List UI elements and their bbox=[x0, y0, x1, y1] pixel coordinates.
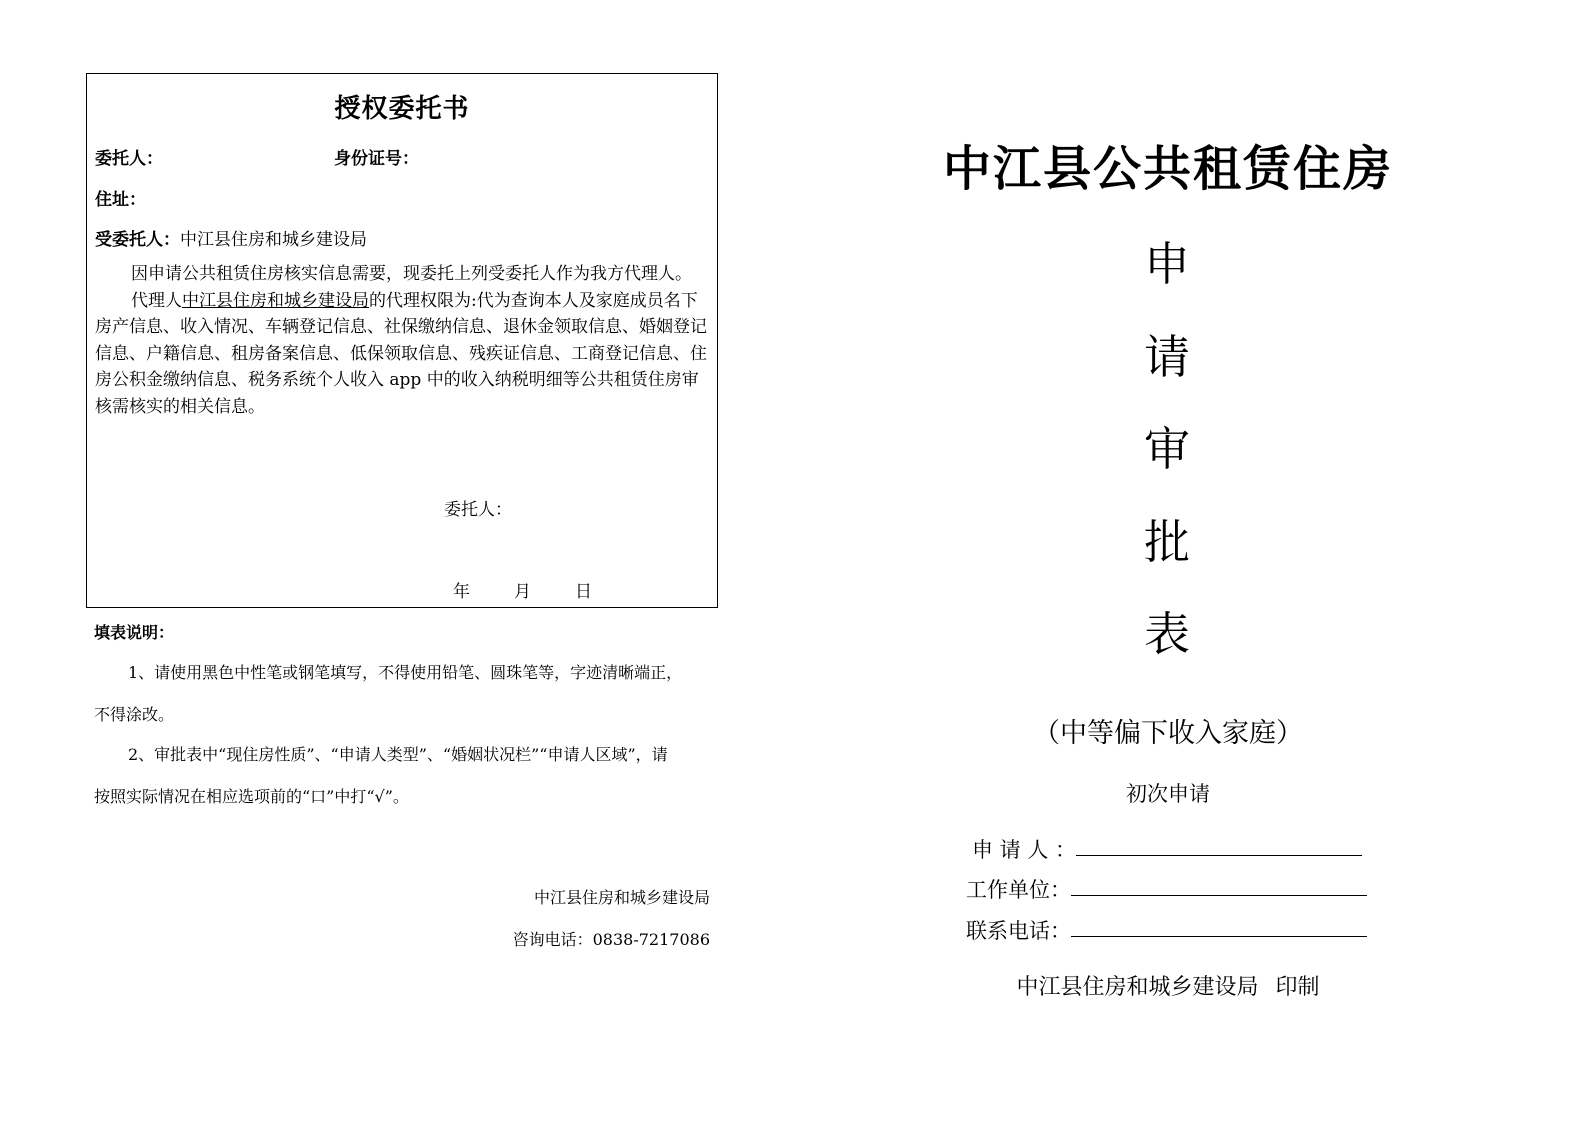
notes-title: 填表说明： bbox=[94, 623, 175, 642]
cover-title: 中江县公共租赁住房 bbox=[942, 141, 1393, 197]
date-year: 年 bbox=[453, 582, 470, 602]
date-month: 月 bbox=[514, 582, 531, 602]
principal-label: 委托人： bbox=[95, 149, 163, 169]
footer-agency: 中江县住房和城乡建设局 bbox=[533, 888, 710, 907]
application-type: 初次申请 bbox=[1126, 782, 1210, 806]
footer-phone: 咨询电话：0838-7217086 bbox=[512, 930, 710, 949]
paragraph-2-agent: 中江县住房和城乡建设局 bbox=[182, 290, 369, 311]
cover-char-4: 批 bbox=[1144, 515, 1190, 569]
address-label: 住址： bbox=[95, 190, 146, 210]
cover-char-5: 表 bbox=[1144, 607, 1190, 661]
date-day: 日 bbox=[575, 582, 592, 602]
paragraph-2-prefix: 代理人 bbox=[131, 290, 182, 311]
note-1-line-1: 1、请使用黑色中性笔或钢笔填写，不得使用铅笔、圆珠笔等，字迹清晰端正， bbox=[128, 663, 683, 682]
agent-row bbox=[95, 230, 367, 250]
cover-char-2: 请 bbox=[1144, 330, 1190, 384]
cover-char-3: 审 bbox=[1144, 422, 1190, 476]
note-2-line-1: 2、审批表中“现住房性质”、“申请人类型”、“婚姻状况栏”“申请人区域”，请 bbox=[128, 745, 668, 764]
authorization-title: 授权委托书 bbox=[334, 94, 470, 124]
cover-subtitle: （中等偏下收入家庭） bbox=[1033, 718, 1303, 749]
authorization-form-box bbox=[86, 73, 718, 608]
applicant-label: 申 请 人 ： bbox=[972, 838, 1077, 862]
employer-field[interactable] bbox=[1071, 895, 1367, 896]
signature-label: 委托人： bbox=[444, 500, 512, 520]
authorization-paragraph-1: 因申请公共租赁住房核实信息需要，现委托上列受委托人作为我方代理人。 bbox=[131, 264, 692, 284]
authorization-body bbox=[95, 261, 711, 420]
authorization-paragraph-2 bbox=[95, 288, 711, 421]
date-line bbox=[453, 577, 636, 602]
phone-label: 联系电话： bbox=[966, 919, 1071, 943]
printer-credit: 中江县住房和城乡建设局 印制 bbox=[1016, 975, 1320, 1000]
phone-field[interactable] bbox=[1071, 936, 1367, 937]
note-2-line-2: 按照实际情况在相应选项前的“口”中打“√”。 bbox=[94, 787, 409, 806]
note-1-line-2: 不得涂改。 bbox=[94, 705, 175, 724]
paragraph-2-rest: 的代理权限为:代为查询本人及家庭成员名下房产信息、收入情况、车辆登记信息、社保缴纳信息、退休金领取信息、婚姻登记信息、户籍信息、租房备案信息、低保领取信息、残疾证信息、工商登记信息、住房公积金缴纳信息、税务系统个人收入 app 中的收入纳税明细等公共租赁住房审核需核实的相关信息。 bbox=[95, 290, 707, 417]
applicant-field[interactable] bbox=[1076, 855, 1362, 856]
agent-name: 中江县住房和城乡建设局 bbox=[180, 230, 367, 250]
employer-label: 工作单位： bbox=[966, 878, 1071, 902]
agent-label: 受委托人： bbox=[95, 230, 180, 250]
id-number-label: 身份证号： bbox=[334, 149, 419, 169]
cover-char-1: 申 bbox=[1144, 237, 1190, 291]
